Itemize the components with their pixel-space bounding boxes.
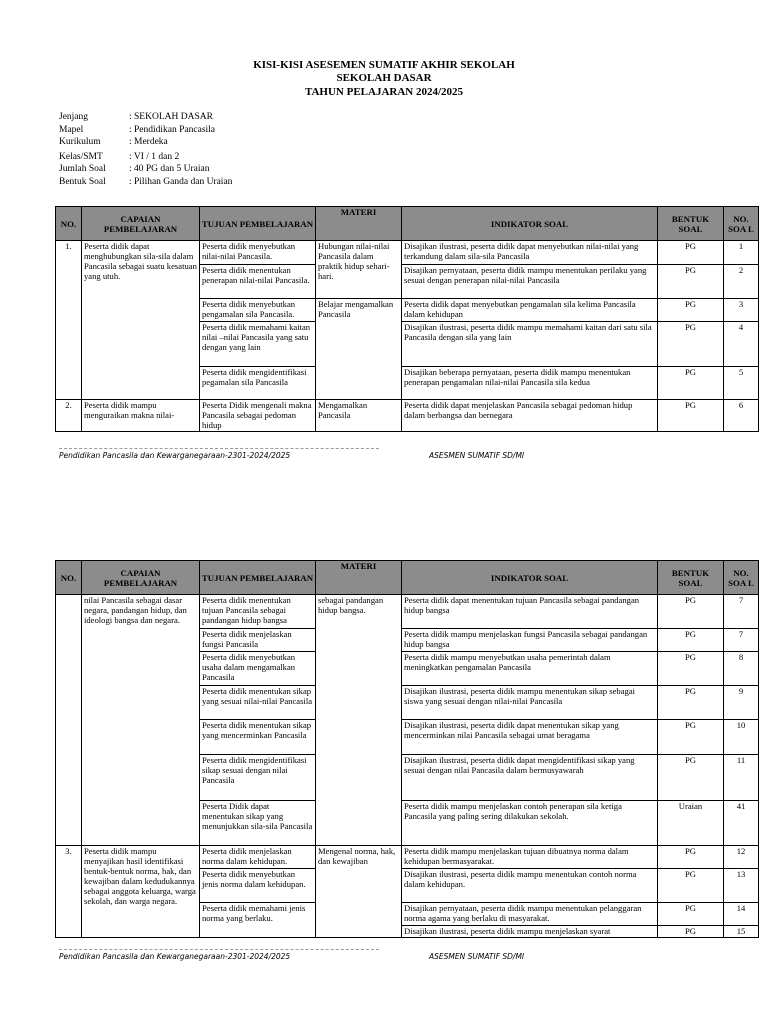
cell-bentuk: PG [658, 265, 724, 299]
cell-no-soal: 13 [724, 869, 759, 903]
page-footer [59, 949, 559, 961]
cell-no-soal: 3 [724, 299, 759, 322]
cell-no-soal: 9 [724, 686, 759, 720]
col-header-no-soal: NO. SOA L [724, 207, 759, 241]
cell-tujuan: Peserta Didik dapat menentukan sikap yang menunjukkan sila-sila Pancasila [200, 801, 316, 846]
cell-bentuk: PG [658, 755, 724, 801]
meta-value: : SEKOLAH DASAR [129, 112, 213, 122]
cell-bentuk: PG [658, 686, 724, 720]
cell-no [56, 595, 82, 846]
col-header-materi: MATERI [316, 561, 402, 595]
col-header-capaian: CAPAIAN PEMBELAJARAN [82, 561, 200, 595]
cell-tujuan: Peserta didik menyebutkan jenis norma dalam kehidupan. [200, 869, 316, 903]
cell-tujuan: Peserta didik menjelaskan norma dalam kehidupan. [200, 846, 316, 869]
meta-value: : Merdeka [129, 137, 168, 148]
col-header-bentuk: BENTUK SOAL [658, 561, 724, 595]
cell-indikator: Peserta didik dapat menyebutkan pengamalan sila kelima Pancasila dalam kehidupan [402, 299, 658, 322]
meta-key: Bentuk Soal [59, 176, 106, 187]
meta-value: : Pendidikan Pancasila [129, 124, 216, 135]
cell-tujuan: Peserta didik mengidentifikasi sikap sesuai dengan nilai Pancasila [200, 755, 316, 801]
cell-indikator: Disajikan ilustrasi, peserta didik dapat menentukan sikap yang mencerminkan nilai Pancasila sebagai umat beragama [402, 720, 658, 755]
meta-row-jumlah-soal [59, 163, 232, 176]
cell-no-soal: 2 [724, 265, 759, 299]
cell-tujuan: Peserta didik memahami kaitan nilai –nilai Pancasila yang satu dengan yang lain [200, 322, 316, 367]
cell-bentuk: PG [658, 367, 724, 400]
table-row [56, 400, 759, 432]
cell-tujuan [200, 926, 316, 938]
cell-tujuan: Peserta didik menyebutkan pengamalan sila Pancasila. [200, 299, 316, 322]
col-header-no: NO. [56, 561, 82, 595]
cell-indikator: Disajikan ilustrasi, peserta didik dapat mengidentifikasi sikap yang sesuai dengan nilai Pancasila dalam bermusyawarah [402, 755, 658, 801]
cell-indikator: Disajikan ilustrasi, peserta didik dapat menyebutkan nilai-nilai yang terkandung dalam sila-sila Pancasila [402, 241, 658, 265]
page-title-line-1: KISI-KISI ASESEMEN SUMATIF AKHIR SEKOLAH [253, 59, 515, 71]
cell-indikator: Peserta didik mampu menjelaskan contoh penerapan sila ketiga Pancasila yang paling sering dilakukan sekolah. [402, 801, 658, 846]
cell-materi: sebagai pandangan hidup bangsa. [316, 595, 402, 846]
cell-tujuan: Peserta didik menentukan sikap yang mencerminkan Pancasila [200, 720, 316, 755]
cell-indikator: Disajikan ilustrasi, peserta didik mampu menjelaskan syarat [402, 926, 658, 938]
cell-tujuan: Peserta didik menentukan sikap yang sesuai nilai-nilai Pancasila [200, 686, 316, 720]
cell-bentuk: PG [658, 400, 724, 432]
cell-tujuan: Peserta Didik mengenali makna Pancasila sebagai pedoman hidup [200, 400, 316, 432]
col-header-capaian: CAPAIAN PEMBELAJARAN [82, 207, 200, 241]
cell-bentuk: PG [658, 903, 724, 926]
col-header-tujuan: TUJUAN PEMBELAJARAN [200, 207, 316, 241]
meta-value: : VI / 1 dan 2 [129, 151, 180, 162]
cell-no: 1. [56, 241, 82, 400]
document-meta [59, 111, 232, 189]
cell-tujuan: Peserta didik memahami jenis norma yang berlaku. [200, 903, 316, 926]
cell-no-soal: 10 [724, 720, 759, 755]
kisi-kisi-table-1 [55, 206, 759, 432]
cell-tujuan: Peserta didik menentukan tujuan Pancasila sebagai pandangan hidup bangsa [200, 595, 316, 629]
cell-bentuk: PG [658, 926, 724, 938]
meta-row-bentuk-soal [59, 176, 232, 189]
cell-capaian: Peserta didik mampu menyajikan hasil identifikasi bentuk-bentuk norma, hak, dan kewajiban dalam kedudukannya sebagai anggota keluarga, warga sekolah, dan warga negara. [82, 846, 200, 938]
cell-indikator: Disajikan ilustrasi, peserta didik mampu menentukan sikap sebagai siswa yang sesuai dengan nilai-nilai Pancasila [402, 686, 658, 720]
footer-right-text: ASESMEN SUMATIF SD/MI [429, 952, 525, 961]
cell-bentuk: PG [658, 846, 724, 869]
cell-indikator: Peserta didik dapat menjelaskan Pancasila sebagai pedoman hidup dalam berbangsa dan bernegara [402, 400, 658, 432]
meta-key: Jumlah Soal [59, 164, 106, 175]
cell-materi: Mengenal norma, hak, dan kewajiban [316, 846, 402, 938]
meta-key: Mapel [59, 124, 84, 135]
cell-no-soal: 6 [724, 400, 759, 432]
cell-indikator: Disajikan ilustrasi, peserta didik mampu menentukan contoh norma dalam kehidupan. [402, 869, 658, 903]
cell-no-soal: 15 [724, 926, 759, 938]
col-header-no-soal: NO. SOA L [724, 561, 759, 595]
cell-no-soal: 7 [724, 629, 759, 652]
footer-right-text: ASESMEN SUMATIF SD/MI [429, 451, 525, 460]
cell-no-soal: 11 [724, 755, 759, 801]
meta-value: : 40 PG dan 5 Uraian [129, 164, 210, 175]
cell-no-soal: 5 [724, 367, 759, 400]
page-title-line-2: SEKOLAH DASAR [336, 72, 432, 84]
footer-divider [59, 448, 379, 449]
cell-bentuk: PG [658, 629, 724, 652]
cell-no-soal: 41 [724, 801, 759, 846]
cell-no-soal: 12 [724, 846, 759, 869]
cell-indikator: Peserta didik mampu menyebutkan usaha pemerintah dalam meningkatkan pengamalan Pancasila [402, 652, 658, 686]
table-row [56, 595, 759, 629]
cell-no-soal: 14 [724, 903, 759, 926]
cell-indikator: Disajikan pernyataan, peserta didik mampu menentukan pelanggaran norma agama yang berlaku di masyarakat. [402, 903, 658, 926]
col-header-tujuan: TUJUAN PEMBELAJARAN [200, 561, 316, 595]
cell-capaian: nilai Pancasila sebagai dasar negara, pandangan hidup, dan ideologi bangsa dan negara. [82, 595, 200, 846]
cell-bentuk: PG [658, 595, 724, 629]
col-header-bentuk: BENTUK SOAL [658, 207, 724, 241]
col-header-materi: MATERI [316, 207, 402, 241]
footer-divider [59, 949, 379, 950]
cell-indikator: Peserta didik mampu menjelaskan tujuan dibuatnya norma dalam kehidupan bermasyarakat. [402, 846, 658, 869]
table-row [56, 241, 759, 265]
cell-tujuan: Peserta didik menyebutkan nilai-nilai Pancasila. [200, 241, 316, 265]
table-header-row [56, 561, 759, 595]
cell-bentuk: PG [658, 652, 724, 686]
meta-row-kelas [59, 151, 232, 164]
cell-no: 2. [56, 400, 82, 432]
cell-materi: Hubungan nilai-nilai Pancasila dalam praktik hidup sehari-hari. [316, 241, 402, 299]
col-header-indikator: INDIKATOR SOAL [402, 561, 658, 595]
meta-key: Jenjang [59, 112, 89, 122]
col-header-indikator: INDIKATOR SOAL [402, 207, 658, 241]
cell-no-soal: 8 [724, 652, 759, 686]
page-title-line-3: TAHUN PELAJARAN 2024/2025 [304, 86, 464, 98]
meta-key: Kelas/SMT [59, 151, 103, 162]
footer-left-text: Pendidikan Pancasila dan Kewarganegaraan-2301-2024/2025 [59, 952, 291, 961]
page-footer [59, 448, 559, 460]
cell-no-soal: 1 [724, 241, 759, 265]
meta-key: Kurikulum [59, 137, 101, 148]
table-header-row [56, 207, 759, 241]
cell-tujuan: Peserta didik menyebutkan usaha dalam mengamalkan Pancasila [200, 652, 316, 686]
cell-bentuk: PG [658, 869, 724, 903]
cell-bentuk: Uraian [658, 801, 724, 846]
meta-row-jenjang [59, 111, 232, 124]
col-header-no: NO. [56, 207, 82, 241]
table-row [56, 846, 759, 869]
cell-materi: Mengamalkan Pancasila [316, 400, 402, 432]
cell-bentuk: PG [658, 299, 724, 322]
kisi-kisi-table-2 [55, 560, 759, 938]
cell-indikator: Peserta didik dapat menentukan tujuan Pancasila sebagai pandangan hidup bangsa [402, 595, 658, 629]
cell-no-soal: 4 [724, 322, 759, 367]
meta-row-kurikulum [59, 136, 232, 149]
cell-bentuk: PG [658, 322, 724, 367]
meta-row-mapel [59, 124, 232, 137]
cell-indikator: Disajikan ilustrasi, peserta didik mampu memahami kaitan dari satu sila Pancasila dengan sila yang lain [402, 322, 658, 367]
cell-bentuk: PG [658, 241, 724, 265]
cell-tujuan: Peserta didik menentukan penerapan nilai-nilai Pancasila. [200, 265, 316, 299]
cell-capaian: Peserta didik mampu menguraikan makna nilai- [82, 400, 200, 432]
cell-materi: Belajar mengamalkan Pancasila [316, 299, 402, 400]
cell-indikator: Disajikan pernyataan, peserta didik mampu menentukan perilaku yang sesuai dengan penerapan nilai-nilai Pancasila [402, 265, 658, 299]
footer-left-text: Pendidikan Pancasila dan Kewarganegaraan-2301-2024/2025 [59, 451, 291, 460]
cell-bentuk: PG [658, 720, 724, 755]
meta-value: : Pilihan Ganda dan Uraian [129, 176, 233, 187]
cell-tujuan: Peserta didik mengidentifikasi pegamalan sila Pancasila [200, 367, 316, 400]
cell-indikator: Peserta didik mampu menjelaskan fungsi Pancasila sebagai pandangan hidup bangsa [402, 629, 658, 652]
cell-no-soal: 7 [724, 595, 759, 629]
cell-no: 3. [56, 846, 82, 938]
cell-indikator: Disajikan beberapa pernyataan, peserta didik mampu menentukan penerapan pengamalan nilai-nilai Pancasila sila kedua [402, 367, 658, 400]
cell-tujuan: Peserta didik menjelaskan fungsi Pancasila [200, 629, 316, 652]
cell-capaian: Peserta didik dapat menghubungkan sila-sila dalam Pancasila sebagai suatu kesatuan yang utuh. [82, 241, 200, 400]
